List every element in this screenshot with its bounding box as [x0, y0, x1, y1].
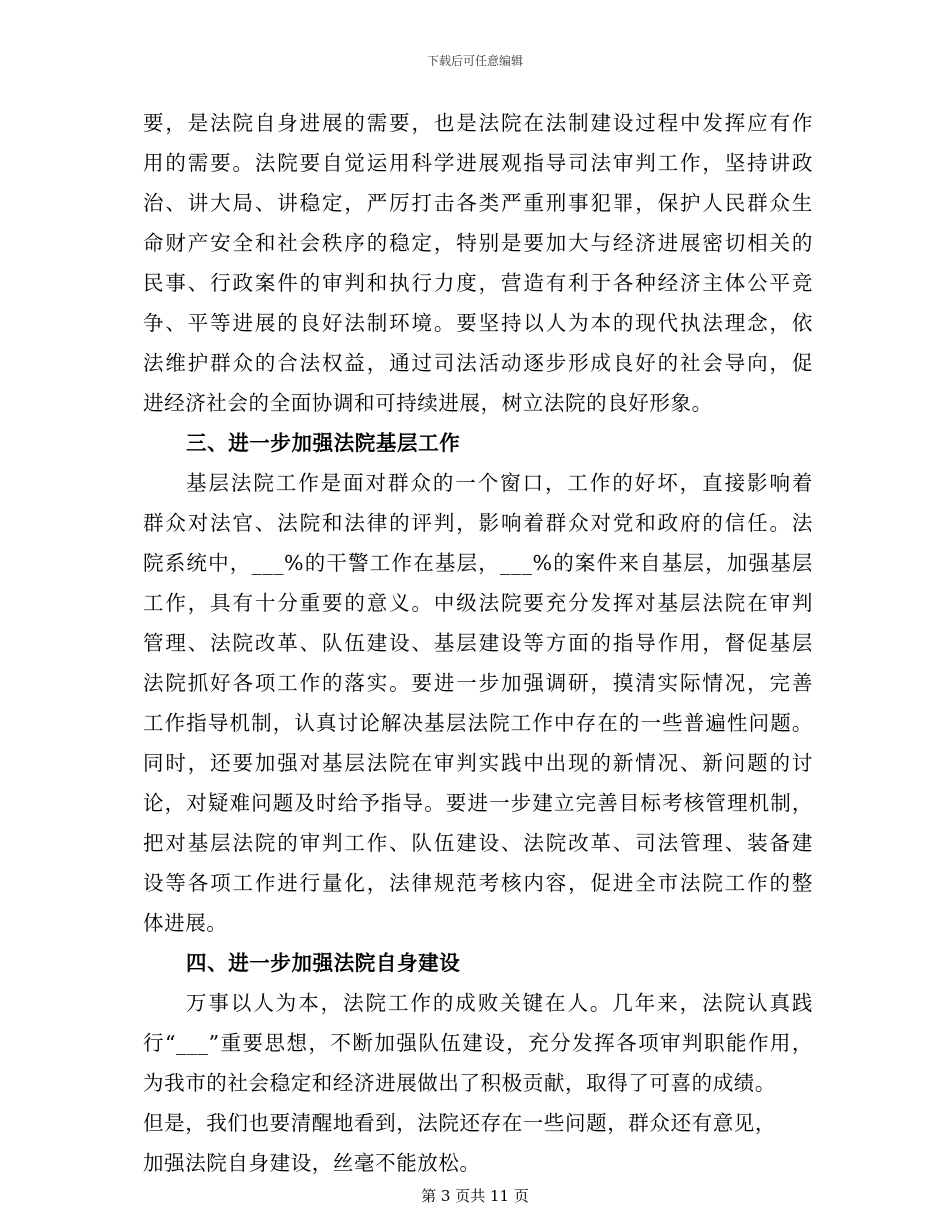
text-line: 用的需要。法院要自觉运用科学进展观指导司法审判工作，坚持讲政 [143, 151, 813, 175]
text-line: 工作，具有十分重要的意义。中级法院要充分发挥对基层法院在审判 [143, 591, 813, 615]
text-line: 治、讲大局、讲稳定，严厉打击各类严重刑事犯罪，保护人民群众生 [143, 191, 813, 215]
page-header: 下载后可任意编辑 [426, 54, 523, 68]
text-line: 行“___”重要思想，不断加强队伍建设，充分发挥各项审判职能作用， [143, 1031, 813, 1055]
text-line: 万事以人为本，法院工作的成败关键在人。几年来，法院认真践 [186, 991, 813, 1015]
text-line: 为我市的社会稳定和经济进展做出了积极贡献，取得了可喜的成绩。 [143, 1071, 776, 1095]
text-line: 法维护群众的合法权益，通过司法活动逐步形成良好的社会导向，促 [143, 351, 813, 375]
document-body [143, 103, 813, 1183]
text-line: 院系统中，___%的干警工作在基层，___%的案件来自基层，加强基层 [143, 551, 813, 575]
text-line: 但是，我们也要清醒地看到，法院还存在一些问题，群众还有意见， [143, 1111, 776, 1135]
text-line: 群众对法官、法院和法律的评判，影响着群众对党和政府的信任。法 [143, 511, 813, 535]
page-number: 第 3 页共 11 页 [421, 1187, 529, 1205]
text-line: 命财产安全和社会秩序的稳定，特别是要加大与经济进展密切相关的 [143, 231, 813, 255]
text-line: 进经济社会的全面协调和可持续进展，树立法院的良好形象。 [143, 391, 713, 415]
section-heading: 三、进一步加强法院基层工作 [186, 431, 461, 455]
text-line: 体进展。 [143, 911, 228, 935]
section-heading: 四、进一步加强法院自身建设 [186, 951, 461, 975]
text-line: 同时，还要加强对基层法院在审判实践中出现的新情况、新问题的讨 [143, 751, 813, 775]
text-line: 把对基层法院的审判工作、队伍建设、法院改革、司法管理、装备建 [143, 831, 813, 855]
text-line: 要，是法院自身进展的需要，也是法院在法制建设过程中发挥应有作 [143, 111, 813, 135]
text-line: 民事、行政案件的审判和执行力度，营造有利于各种经济主体公平竞 [143, 271, 813, 295]
text-line: 争、平等进展的良好法制环境。要坚持以人为本的现代执法理念，依 [143, 311, 813, 335]
text-line: 工作指导机制，认真讨论解决基层法院工作中存在的一些普遍性问题。 [143, 711, 813, 735]
text-line: 加强法院自身建设，丝毫不能放松。 [143, 1151, 481, 1175]
text-line: 论，对疑难问题及时给予指导。要进一步建立完善目标考核管理机制， [143, 791, 813, 815]
text-line: 管理、法院改革、队伍建设、基层建设等方面的指导作用，督促基层 [143, 631, 813, 655]
text-line: 法院抓好各项工作的落实。要进一步加强调研，摸清实际情况，完善 [143, 671, 813, 695]
text-line: 设等各项工作进行量化，法律规范考核内容，促进全市法院工作的整 [143, 871, 813, 895]
text-line: 基层法院工作是面对群众的一个窗口，工作的好坏，直接影响着 [186, 471, 813, 495]
